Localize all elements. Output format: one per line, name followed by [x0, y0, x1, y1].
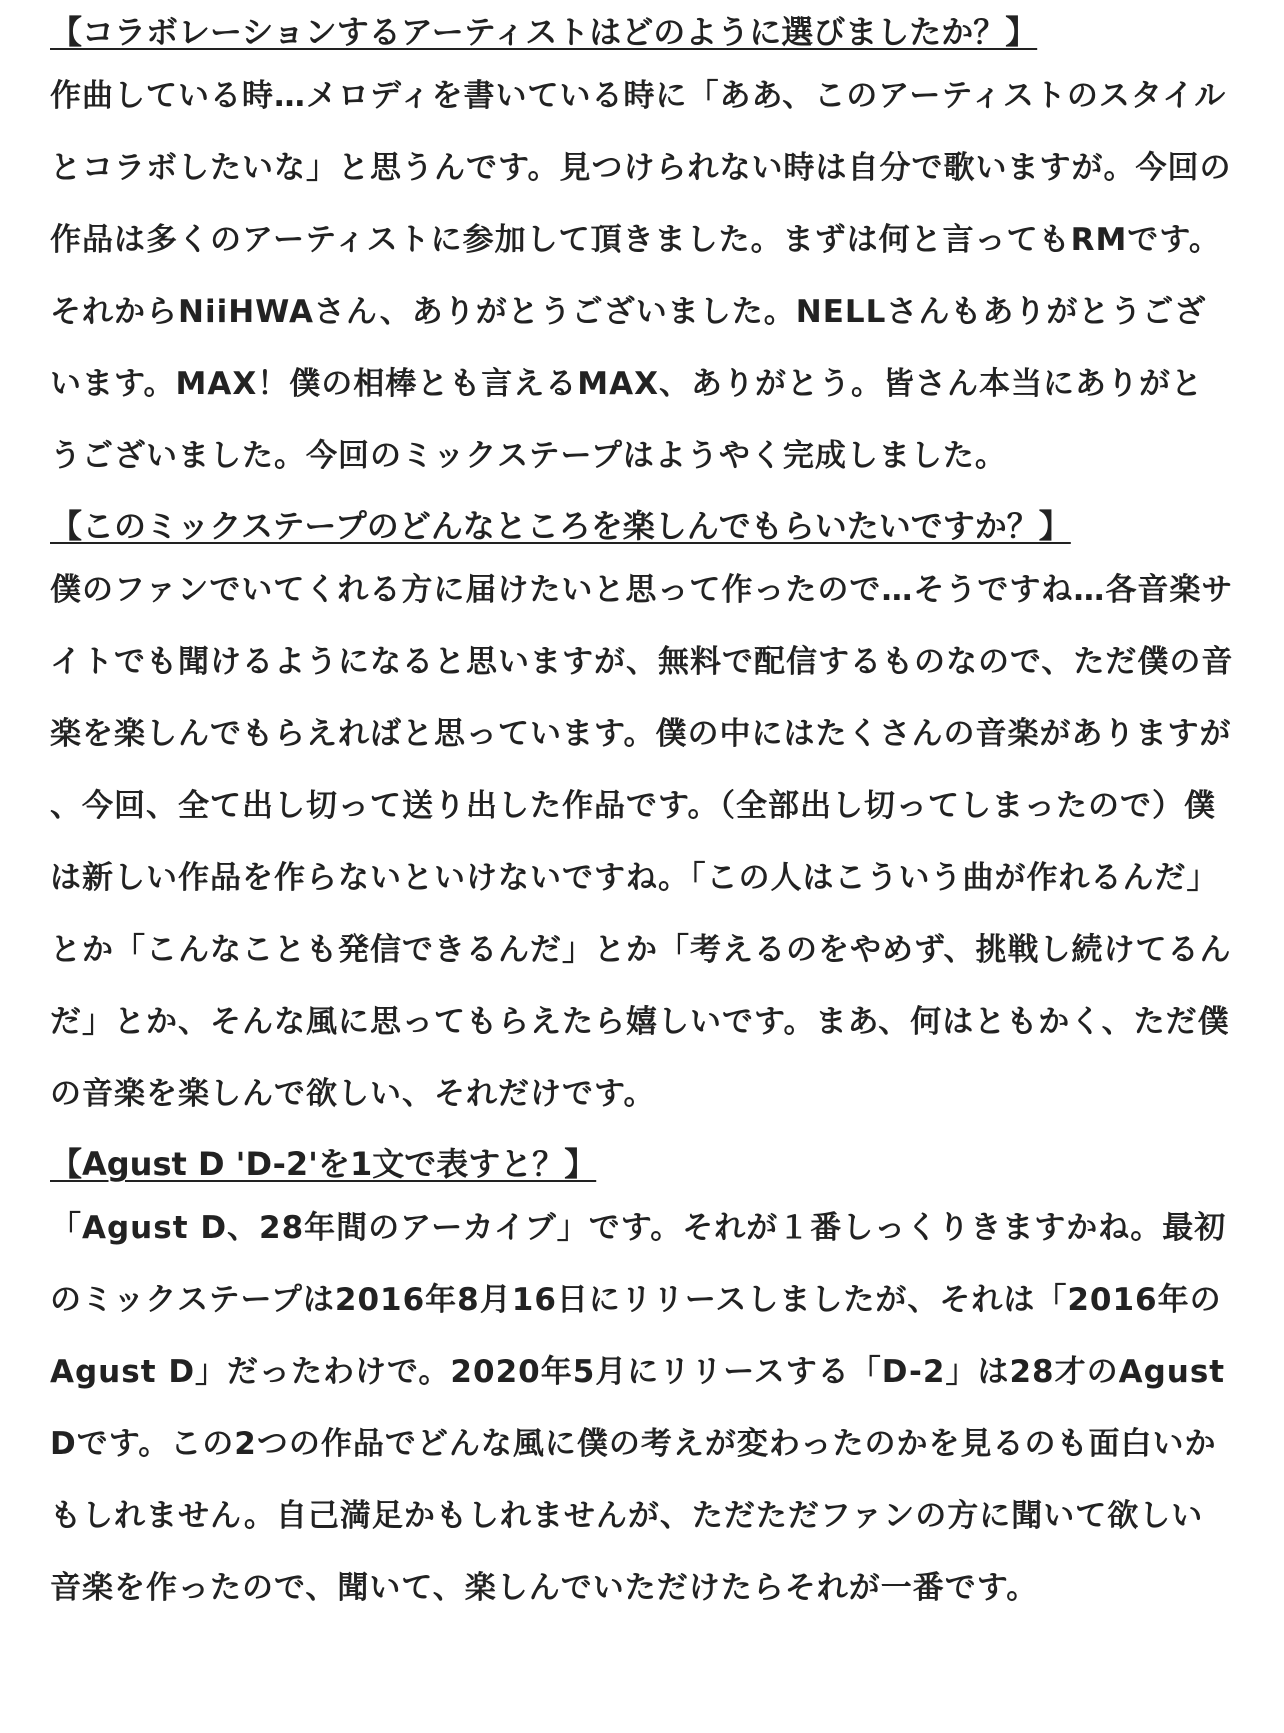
- answer-paragraph: 「Agust D、28年間のアーカイブ」です。それが１番しっくりきますかね。最初のミックステープは2016年8月16日にリリースしましたが、それは「2016年のAgust D」だったわけで。2020年5月にリリースする「D-2」は28才のAgust Dです。この2つの作品でどんな風に僕の考えが変わったのかを見るのも面白いかもしれません。自己満足かもしれませんが、ただただファンの方に聞いて欲しい音楽を作ったので、聞いて、楽しんでいただけたらそれが一番です。: [50, 1210, 1227, 1606]
- question-heading: 【コラボレーションするアーティストはどのように選びましたか？】: [50, 13, 1038, 51]
- interview-section-one-sentence: [50, 1136, 1234, 1624]
- answer-paragraph: 僕のファンでいてくれる方に届けたいと思って作ったので…そうですね…各音楽サイトでも聞けるようになると思いますが、無料で配信するものなので、ただ僕の音楽を楽しんでもらえればと思っています。僕の中にはたくさんの音楽がありますが、今回、全て出し切って送り出した作品です。（全部出し切ってしまったので）僕は新しい作品を作らないといけないですね。「この人はこういう曲が作れるんだ」とか「こんなことも発信できるんだ」とか「考えるのをやめず、挑戦し続けてるんだ」とか、そんな風に思ってもらえたら嬉しいです。まあ、何はともかく、ただ僕の音楽を楽しんで欲しい、それだけです。: [50, 572, 1234, 1112]
- answer-paragraph: 作曲している時…メロディを書いている時に「ああ、このアーティストのスタイルとコラボしたいな」と思うんです。見つけられない時は自分で歌いますが。今回の作品は多くのアーティストに参加して頂きました。まずは何と言ってもRMです。それからNiiHWAさん、ありがとうございました。NELLさんもありがとうございます。MAX！僕の相棒とも言えるMAX、ありがとう。皆さん本当にありがとうございました。今回のミックステープはようやく完成しました。: [50, 78, 1232, 474]
- question-heading: 【このミックステープのどんなところを楽しんでもらいたいですか？】: [50, 507, 1071, 545]
- interview-section-collaboration: [50, 4, 1234, 492]
- question-heading: 【Agust D 'D-2'を1文で表すと？】: [50, 1145, 597, 1183]
- interview-section-enjoy: [50, 498, 1234, 1130]
